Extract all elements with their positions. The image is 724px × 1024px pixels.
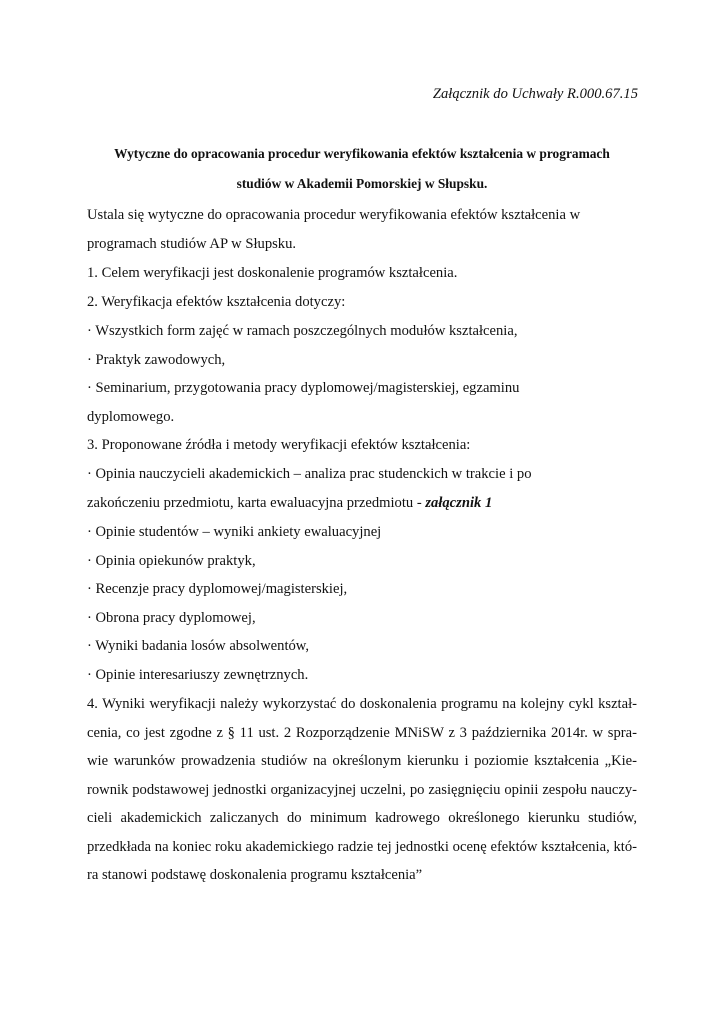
point-2-item: · Wszystkich form zajęć w ramach poszczególnych modułów kształcenia, bbox=[87, 323, 518, 339]
point-4-line: cenia, co jest zgodne z § 11 ust. 2 Rozporządzenie MNiSW z 3 października 2014r. w spra- bbox=[87, 725, 637, 741]
point-2-heading: 2. Weryfikacja efektów kształcenia dotyczy: bbox=[87, 294, 346, 310]
document-title-line-1: Wytyczne do opracowania procedur weryfikowania efektów kształcenia w programach bbox=[114, 146, 610, 161]
annex-reference: Załącznik do Uchwały R.000.67.15 bbox=[432, 86, 638, 102]
point-4-line: cieli akademickich zaliczanych do minimum kadrowego określonego kierunku studiów, bbox=[87, 810, 637, 826]
point-3-heading: 3. Proponowane źródła i metody weryfikacji efektów kształcenia: bbox=[87, 437, 471, 453]
point-4-line: wie warunków prowadzenia studiów na określonym kierunku i poziomie kształcenia „Kie- bbox=[87, 753, 637, 769]
point-3-item-1-text: zakończeniu przedmiotu, karta ewaluacyjna przedmiotu - bbox=[87, 495, 426, 511]
point-3-item: · Recenzje pracy dyplomowej/magisterskiej, bbox=[87, 581, 348, 597]
point-2-item: · Seminarium, przygotowania pracy dyplomowej/magisterskiej, egzaminu bbox=[87, 380, 520, 396]
point-3-item: · Opinie interesariuszy zewnętrznych. bbox=[87, 667, 309, 683]
point-2-item: · Praktyk zawodowych, bbox=[87, 352, 226, 368]
document-title-line-2: studiów w Akademii Pomorskiej w Słupsku. bbox=[236, 176, 488, 191]
intro-line-2: programach studiów AP w Słupsku. bbox=[87, 236, 297, 252]
point-3-item: · Obrona pracy dyplomowej, bbox=[87, 610, 256, 626]
point-1: 1. Celem weryfikacji jest doskonalenie programów kształcenia. bbox=[87, 265, 458, 281]
intro-line-1: Ustala się wytyczne do opracowania procedur weryfikowania efektów kształcenia w bbox=[87, 207, 581, 223]
annex-1-reference: załącznik 1 bbox=[425, 495, 493, 511]
point-3-item: · Opinie studentów – wyniki ankiety ewaluacyjnej bbox=[87, 524, 382, 540]
point-3-item: · Wyniki badania losów absolwentów, bbox=[87, 638, 310, 654]
point-3-item-1-line-1: · Opinia nauczycieli akademickich – analiza prac studenckich w trakcie i po bbox=[87, 466, 532, 482]
point-3-item: · Opinia opiekunów praktyk, bbox=[87, 553, 256, 569]
point-4-line-last: ra stanowi podstawę doskonalenia programu kształcenia” bbox=[87, 867, 423, 883]
point-4-line: przedkłada na koniec roku akademickiego radzie tej jednostki ocenę efektów kształcenia, któ- bbox=[87, 839, 637, 855]
point-4-line: rownik podstawowej jednostki organizacyjnej uczelni, po zasięgnięciu opinii zespołu nauczy- bbox=[87, 782, 637, 798]
point-2-item-continuation: dyplomowego. bbox=[87, 409, 175, 425]
point-3-item-1-line-2 bbox=[87, 494, 492, 512]
point-4-line: 4. Wyniki weryfikacji należy wykorzystać do doskonalenia programu na kolejny cykl kształ- bbox=[87, 696, 637, 712]
